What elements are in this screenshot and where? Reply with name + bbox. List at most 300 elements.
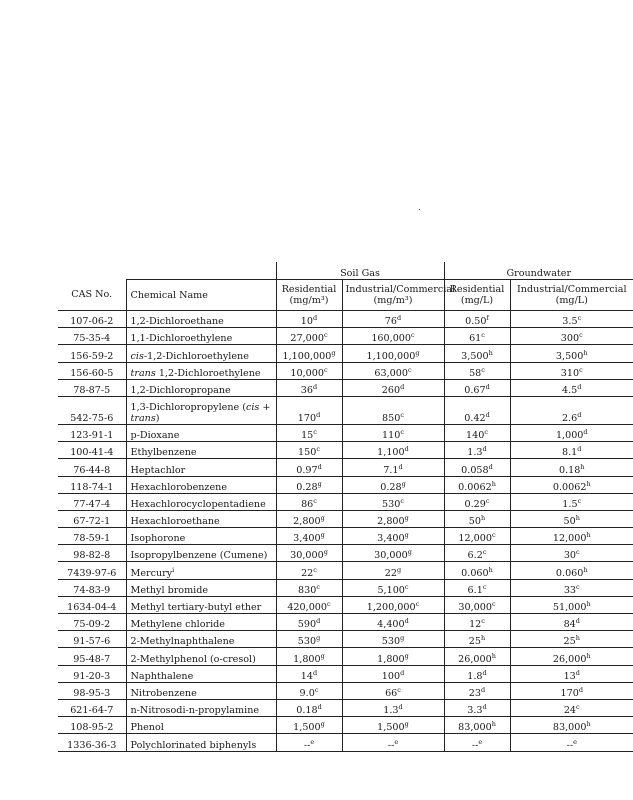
groundwater-industrial-value xyxy=(510,631,633,648)
soil-gas-residential-value-number: 86 xyxy=(301,498,314,510)
groundwater-residential-value-number: 0.0062 xyxy=(458,481,492,493)
groundwater-residential-value-number: 0.50 xyxy=(465,316,487,328)
groundwater-industrial-value-number: -- xyxy=(566,739,574,751)
groundwater-residential-value xyxy=(444,596,510,613)
cas-number: 91-20-3 xyxy=(58,665,126,682)
chemical-name-prefix: cis xyxy=(130,350,144,362)
groundwater-industrial-value xyxy=(510,311,633,328)
groundwater-residential-value-number: 50 xyxy=(468,516,482,528)
footnote-marker: e xyxy=(394,737,399,746)
footnote-marker: c xyxy=(577,314,582,322)
header-soil-residential xyxy=(276,280,342,311)
footnote-marker: c xyxy=(397,685,401,694)
groundwater-residential-value xyxy=(444,311,510,328)
groundwater-industrial-value-number: 25 xyxy=(563,636,576,648)
chemical-name xyxy=(126,717,276,734)
groundwater-industrial-value xyxy=(510,717,633,734)
footnote-marker: d xyxy=(313,314,318,322)
footnote-marker: c xyxy=(400,496,404,505)
header-group-row xyxy=(58,262,633,280)
table-row xyxy=(58,734,633,751)
soil-gas-residential-value xyxy=(276,648,342,665)
footnote-marker: h xyxy=(586,479,591,488)
chemical-name-text: Heptachlor xyxy=(130,464,186,476)
groundwater-industrial-value-number: 8.1 xyxy=(562,447,578,459)
soil-gas-residential-value-number: 14 xyxy=(300,670,314,682)
chemical-name-text: -1,2-Dichloroethylene xyxy=(143,350,249,362)
groundwater-industrial-value xyxy=(510,379,633,396)
footnote-marker: c xyxy=(404,582,409,591)
footnote-marker: g xyxy=(320,651,325,660)
groundwater-industrial-value-number: 24 xyxy=(563,705,577,717)
table-row xyxy=(58,362,633,379)
cas-number: 1336-36-3 xyxy=(58,734,126,751)
groundwater-residential-value xyxy=(444,648,510,665)
chemical-name-text: Polychlorinated biphenyls xyxy=(130,739,257,751)
groundwater-residential-value xyxy=(444,665,510,682)
soil-gas-industrial-value-number: 110 xyxy=(382,430,401,442)
footnote-marker: g xyxy=(320,513,325,522)
footnote-marker: c xyxy=(576,702,580,711)
soil-gas-residential-value-number: 27,000 xyxy=(290,333,324,345)
header-soil-residential-unit: (mg/m³) xyxy=(289,295,329,306)
groundwater-residential-value xyxy=(444,345,510,362)
footnote-marker: i xyxy=(172,565,175,574)
cas-number: 74-83-9 xyxy=(58,579,126,596)
footnote-marker: d xyxy=(481,685,486,694)
soil-gas-residential-value xyxy=(276,631,342,648)
soil-gas-residential-value xyxy=(276,699,342,716)
header-soil-residential-label: Residential xyxy=(281,284,337,295)
header-chemical-name: Chemical Name xyxy=(126,280,276,311)
chemical-name xyxy=(126,631,276,648)
soil-gas-industrial-value-number: 0.28 xyxy=(380,481,402,493)
footnote-marker: d xyxy=(400,382,405,391)
soil-gas-residential-value xyxy=(276,528,342,545)
soil-gas-industrial-value-number: 7.1 xyxy=(383,464,399,476)
chemical-name xyxy=(126,424,276,441)
soil-gas-residential-value-number: 30,000 xyxy=(290,550,324,562)
footnote-marker: g xyxy=(316,634,321,643)
header-soil-industrial xyxy=(342,280,456,311)
chemical-name-text: 2-Methylnaphthalene xyxy=(130,636,235,648)
footnote-marker: g xyxy=(397,565,402,574)
groundwater-industrial-value xyxy=(510,562,633,579)
groundwater-industrial-value xyxy=(510,396,633,424)
cas-number: 77-47-4 xyxy=(58,493,126,510)
soil-gas-residential-value xyxy=(276,562,342,579)
groundwater-industrial-value xyxy=(510,528,633,545)
groundwater-industrial-value-number: 1.5 xyxy=(562,498,578,510)
soil-gas-residential-value-number: -- xyxy=(303,739,311,751)
footnote-marker: d xyxy=(482,668,487,677)
footnote-marker: d xyxy=(317,462,322,471)
groundwater-residential-value-number: 1.8 xyxy=(467,670,483,682)
soil-gas-industrial-value xyxy=(342,562,444,579)
chemical-name-text: Hexachlorobenzene xyxy=(130,481,228,493)
soil-gas-residential-value-number: 170 xyxy=(297,412,317,424)
soil-gas-industrial-value xyxy=(342,665,444,682)
groundwater-residential-value-number: 25 xyxy=(468,636,482,648)
footnote-marker: c xyxy=(323,331,328,340)
header-soil-industrial-label: Industrial/Commercial xyxy=(345,284,456,295)
groundwater-residential-value xyxy=(444,328,510,345)
soil-gas-residential-value-number: 22 xyxy=(301,567,314,579)
footnote-marker: g xyxy=(320,531,325,540)
soil-gas-residential-value-number: 3,400 xyxy=(293,533,321,545)
footnote-marker: h xyxy=(491,651,496,660)
table-row xyxy=(58,328,633,345)
chemical-name-text: n-Nitrosodi-n-propylamine xyxy=(130,705,260,717)
groundwater-residential-value-number: 0.29 xyxy=(464,498,486,510)
soil-gas-residential-value xyxy=(276,717,342,734)
chemical-name xyxy=(126,510,276,527)
soil-gas-residential-value-number: 9.0 xyxy=(299,687,315,699)
groundwater-industrial-value xyxy=(510,362,633,379)
footnote-marker: g xyxy=(320,720,325,729)
groundwater-industrial-value xyxy=(510,459,633,476)
groundwater-industrial-value-number: 300 xyxy=(560,333,580,345)
soil-gas-residential-value-number: 1,800 xyxy=(293,653,321,665)
footnote-marker: c xyxy=(481,617,485,625)
chemical-name-text: 1,3-Dichloropropylene ( xyxy=(130,401,246,413)
footnote-marker: d xyxy=(482,445,487,454)
footnote-marker: c xyxy=(316,445,320,454)
cas-number: 542-75-6 xyxy=(58,396,126,424)
footnote-marker: c xyxy=(485,496,490,505)
chemical-name-text: Naphthalene xyxy=(130,670,194,682)
soil-gas-residential-value xyxy=(276,379,342,396)
footnote-marker: c xyxy=(481,331,485,340)
soil-gas-industrial-value xyxy=(342,476,444,493)
footnote-marker: h xyxy=(583,348,588,357)
footnote-marker: e xyxy=(573,737,577,746)
chemical-name-text: Nitrobenzene xyxy=(130,687,197,699)
soil-gas-residential-value xyxy=(276,362,342,379)
soil-gas-residential-value xyxy=(276,510,342,527)
groundwater-industrial-value xyxy=(510,345,633,362)
soil-gas-industrial-value-number: -- xyxy=(387,739,395,751)
header-column-row xyxy=(58,280,633,311)
footnote-marker: d xyxy=(400,668,405,677)
footnote-marker: h xyxy=(583,565,588,574)
footnote-marker: c xyxy=(327,599,331,608)
table-row xyxy=(58,596,633,613)
table-row xyxy=(58,545,633,562)
footnote-marker: d xyxy=(488,462,493,471)
chemical-name xyxy=(126,396,276,424)
groundwater-residential-value xyxy=(444,362,510,379)
chemical-name xyxy=(126,328,276,345)
soil-gas-residential-value xyxy=(276,442,342,459)
groundwater-industrial-value-number: 3,500 xyxy=(555,350,584,362)
cas-number: 118-74-1 xyxy=(58,476,126,493)
screening-levels-table-container xyxy=(58,262,627,752)
soil-gas-residential-value xyxy=(276,493,342,510)
groundwater-industrial-value xyxy=(510,614,633,631)
soil-gas-industrial-value-number: 1.3 xyxy=(383,705,399,717)
table-row xyxy=(58,717,633,734)
soil-gas-residential-value-number: 10,000 xyxy=(290,367,324,379)
header-gw-industrial xyxy=(510,280,633,311)
header-cas-no: CAS No. xyxy=(58,280,126,311)
chemical-name-text: Ethylbenzene xyxy=(130,447,197,459)
chemical-name xyxy=(126,665,276,682)
footnote-marker: d xyxy=(577,382,582,391)
soil-gas-residential-value-number: 830 xyxy=(298,584,317,596)
soil-gas-industrial-value-number: 1,100,000 xyxy=(366,350,416,362)
footnote-marker: g xyxy=(331,348,336,357)
soil-gas-industrial-value xyxy=(342,424,444,441)
footnote-marker: g xyxy=(415,348,420,357)
soil-gas-industrial-value-number: 76 xyxy=(384,316,398,328)
soil-gas-industrial-value-number: 850 xyxy=(382,412,401,424)
soil-gas-industrial-value xyxy=(342,362,444,379)
footnote-marker: d xyxy=(485,410,490,419)
groundwater-industrial-value xyxy=(510,734,633,751)
soil-gas-residential-value xyxy=(276,311,342,328)
soil-gas-industrial-value-number: 30,000 xyxy=(374,550,408,562)
footnote-marker: h xyxy=(586,651,591,660)
cas-number: 123-91-1 xyxy=(58,424,126,441)
table-row xyxy=(58,528,633,545)
groundwater-industrial-value-number: 1,000 xyxy=(555,430,584,442)
soil-gas-industrial-value xyxy=(342,442,444,459)
chemical-name xyxy=(126,562,276,579)
groundwater-residential-value-number: 58 xyxy=(469,367,482,379)
cas-number: 75-35-4 xyxy=(58,328,126,345)
footnote-marker: d xyxy=(398,702,403,711)
footnote-marker: c xyxy=(411,331,415,340)
groundwater-residential-value-number: 83,000 xyxy=(458,722,492,734)
groundwater-industrial-value xyxy=(510,699,633,716)
groundwater-residential-value xyxy=(444,476,510,493)
soil-gas-industrial-value xyxy=(342,717,444,734)
footnote-marker: c xyxy=(400,410,404,419)
table-row xyxy=(58,631,633,648)
header-soil-industrial-unit: (mg/m³) xyxy=(373,295,413,306)
groundwater-residential-value-number: 6.1 xyxy=(467,584,483,596)
table-body xyxy=(58,311,633,752)
soil-gas-industrial-value xyxy=(342,631,444,648)
footnote-marker: c xyxy=(579,331,583,340)
footnote-marker: d xyxy=(404,445,409,454)
soil-gas-residential-value-number: 10 xyxy=(300,316,314,328)
header-gw-industrial-unit: (mg/L) xyxy=(555,295,588,306)
groundwater-industrial-value-number: 12,000 xyxy=(552,533,587,545)
chemical-name xyxy=(126,362,276,379)
table-row xyxy=(58,379,633,396)
footnote-marker: h xyxy=(586,599,591,608)
cas-number: 98-82-8 xyxy=(58,545,126,562)
groundwater-industrial-value xyxy=(510,648,633,665)
footnote-marker: h xyxy=(586,720,591,729)
footnote-marker: h xyxy=(481,634,486,643)
footnote-marker: c xyxy=(415,599,420,608)
scan-speck xyxy=(419,209,420,210)
footnote-marker: d xyxy=(404,617,409,625)
chemical-name-text: 1,2-Dichloroethane xyxy=(130,316,224,328)
soil-gas-residential-value xyxy=(276,345,342,362)
footnote-marker: g xyxy=(323,548,328,557)
footnote-marker: h xyxy=(586,531,591,540)
footnote-marker: g xyxy=(401,479,406,488)
chemical-name-text: Phenol xyxy=(130,722,164,734)
soil-gas-industrial-value xyxy=(342,379,444,396)
footnote-marker: h xyxy=(491,720,496,729)
groundwater-residential-value-number: 26,000 xyxy=(458,653,492,665)
footnote-marker: c xyxy=(482,582,487,591)
chemical-name-text: 1,2-Dichloropropane xyxy=(130,384,231,396)
cas-number: 621-64-7 xyxy=(58,699,126,716)
footnote-marker: h xyxy=(488,348,493,357)
soil-gas-industrial-value xyxy=(342,579,444,596)
footnote-marker: c xyxy=(313,427,317,436)
soil-gas-industrial-value xyxy=(342,328,444,345)
soil-gas-industrial-value-number: 1,800 xyxy=(377,653,405,665)
soil-gas-industrial-value xyxy=(342,510,444,527)
groundwater-residential-value-number: 1.3 xyxy=(467,447,483,459)
footnote-marker: d xyxy=(313,382,318,391)
footnote-marker: c xyxy=(579,365,583,374)
soil-gas-residential-value xyxy=(276,396,342,424)
chemical-name-text: 2-Methylphenol (o-cresol) xyxy=(130,653,256,665)
groundwater-industrial-value xyxy=(510,493,633,510)
groundwater-industrial-value xyxy=(510,510,633,527)
groundwater-residential-value xyxy=(444,528,510,545)
chemical-name-text: Methyl bromide xyxy=(130,584,209,596)
groundwater-industrial-value-number: 26,000 xyxy=(552,653,587,665)
table-row xyxy=(58,682,633,699)
chemical-name xyxy=(126,545,276,562)
groundwater-industrial-value-number: 0.0062 xyxy=(552,481,587,493)
cas-number: 7439-97-6 xyxy=(58,562,126,579)
soil-gas-industrial-value-number: 2,800 xyxy=(377,516,405,528)
table-row xyxy=(58,665,633,682)
cas-number: 75-09-2 xyxy=(58,614,126,631)
header-gw-residential-unit: (mg/L) xyxy=(460,295,494,306)
cas-number: 78-59-1 xyxy=(58,528,126,545)
footnote-marker: h xyxy=(488,565,493,574)
soil-gas-residential-value xyxy=(276,579,342,596)
footnote-marker: d xyxy=(577,445,582,454)
footnote-marker: h xyxy=(575,634,580,643)
chemical-name xyxy=(126,345,276,362)
cas-number: 156-59-2 xyxy=(58,345,126,362)
groundwater-industrial-value-number: 3.5 xyxy=(562,316,578,328)
soil-gas-industrial-value-number: 5,100 xyxy=(377,584,405,596)
footnote-marker: h xyxy=(481,513,486,522)
footnote-marker: g xyxy=(404,531,409,540)
header-gw-residential-label: Residential xyxy=(449,284,505,295)
soil-gas-industrial-value-number: 66 xyxy=(385,687,398,699)
footnote-marker: c xyxy=(576,582,580,591)
header-blank-name xyxy=(126,262,276,280)
footnote-marker: c xyxy=(314,685,319,694)
groundwater-residential-value xyxy=(444,562,510,579)
footnote-marker: c xyxy=(482,548,487,557)
header-blank-cas xyxy=(58,262,126,280)
table-row xyxy=(58,493,633,510)
groundwater-residential-value xyxy=(444,379,510,396)
footnote-marker: d xyxy=(316,410,321,419)
groundwater-residential-value xyxy=(444,699,510,716)
groundwater-residential-value xyxy=(444,579,510,596)
table-row xyxy=(58,442,633,459)
groundwater-industrial-value xyxy=(510,424,633,441)
soil-gas-industrial-value xyxy=(342,596,444,613)
table-row xyxy=(58,311,633,328)
soil-gas-industrial-value xyxy=(342,345,444,362)
soil-gas-industrial-value xyxy=(342,648,444,665)
soil-gas-industrial-value xyxy=(342,459,444,476)
footnote-marker: d xyxy=(398,462,403,471)
groundwater-industrial-value xyxy=(510,476,633,493)
soil-gas-industrial-value xyxy=(342,493,444,510)
groundwater-industrial-value xyxy=(510,545,633,562)
groundwater-industrial-value-number: 0.18 xyxy=(558,464,581,476)
chemical-name xyxy=(126,528,276,545)
soil-gas-industrial-value-number: 1,200,000 xyxy=(366,602,416,613)
groundwater-residential-value xyxy=(444,631,510,648)
chemical-name xyxy=(126,682,276,699)
footnote-marker: d xyxy=(317,702,322,711)
groundwater-residential-value xyxy=(444,493,510,510)
footnote-marker: c xyxy=(313,565,317,574)
footnote-marker: e xyxy=(478,737,483,746)
soil-gas-industrial-value-number: 530 xyxy=(382,498,401,510)
soil-gas-residential-value xyxy=(276,682,342,699)
header-gw-residential xyxy=(444,280,510,311)
footnote-marker: d xyxy=(485,382,490,391)
groundwater-residential-value xyxy=(444,682,510,699)
footnote-marker: d xyxy=(578,685,583,694)
footnote-marker: g xyxy=(404,651,409,660)
soil-gas-industrial-value xyxy=(342,396,444,424)
chemical-name-text: Mercury xyxy=(130,567,173,579)
chemical-name xyxy=(126,459,276,476)
soil-gas-residential-value-number: 36 xyxy=(300,384,314,396)
footnote-marker: f xyxy=(486,314,489,322)
groundwater-residential-value xyxy=(444,459,510,476)
groundwater-residential-value-number: 30,000 xyxy=(458,602,492,613)
footnote-marker: d xyxy=(575,668,580,677)
chemical-name xyxy=(126,648,276,665)
groundwater-industrial-value xyxy=(510,682,633,699)
soil-gas-residential-value-number: 0.97 xyxy=(296,464,318,476)
chemical-name xyxy=(126,596,276,613)
footnote-marker: d xyxy=(316,617,321,625)
chemical-name-text: Methylene chloride xyxy=(130,619,225,631)
groundwater-industrial-value-number: 84 xyxy=(563,619,576,631)
soil-gas-industrial-value xyxy=(342,734,444,751)
cas-number: 100-41-4 xyxy=(58,442,126,459)
chemical-name-isomers: cis + trans xyxy=(130,401,271,424)
footnote-marker: d xyxy=(575,617,580,625)
groundwater-residential-value-number: 0.058 xyxy=(461,464,489,476)
footnote-marker: c xyxy=(313,496,317,505)
groundwater-residential-value xyxy=(444,510,510,527)
groundwater-residential-value xyxy=(444,734,510,751)
groundwater-residential-value-number: 140 xyxy=(466,430,485,442)
groundwater-residential-value xyxy=(444,545,510,562)
groundwater-residential-value-number: -- xyxy=(471,739,479,751)
table-row xyxy=(58,562,633,579)
groundwater-industrial-value xyxy=(510,328,633,345)
groundwater-industrial-value-number: 50 xyxy=(563,516,576,528)
soil-gas-residential-value-number: 1,500 xyxy=(293,722,321,734)
cas-number: 98-95-3 xyxy=(58,682,126,699)
